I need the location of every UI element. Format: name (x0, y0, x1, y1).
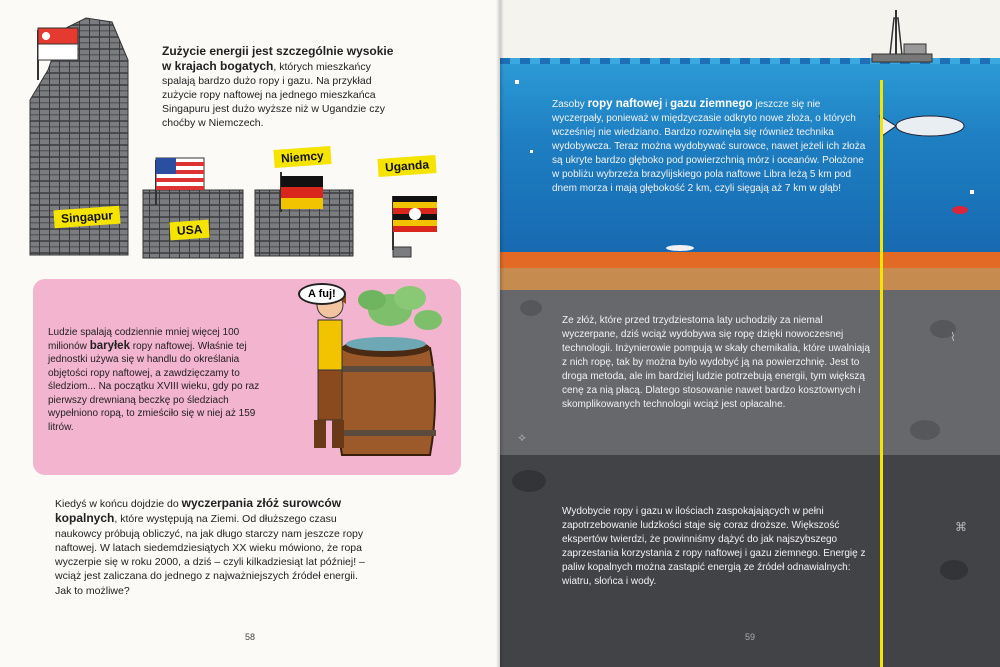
intro-bold: Zużycie energii jest szczególnie wysokie w krajach bogatych (162, 44, 394, 73)
bottom-text-before: Kiedyś w końcu dojdzie do (55, 498, 182, 510)
boulder (512, 470, 546, 492)
rp1-t1: Zasoby (552, 99, 588, 110)
right-page (500, 0, 1000, 667)
right-paragraph-2: Ze złóż, które przed trzydziestoma laty uchodziły za niemal wyczerpane, dziś wciąż wydobywa się ropę dzięki nowoczesnej technologii. Inżynierowie pompują w skały chemikalia, które uwalniają z nich ropę, tak by można było wydobyć ją na powierzchnię. Jest to droga metoda, ale im bardziej ludzie potrzebują energii, tym większą cenę za nią płacą. Dlatego stosowanie nawet bardzo kosztownych i skomplikowanych technologii wciąż jest opłacalne. (562, 315, 870, 410)
label-usa: USA (169, 220, 210, 241)
label-niemcy: Niemcy (273, 146, 331, 168)
bottom-paragraph (55, 496, 375, 598)
fossil-icon: ⌘ (955, 520, 967, 534)
bottom-bold: wyczerpania złóż surowców kopalnych (55, 496, 342, 526)
fossil-icon: ⌇ (950, 330, 956, 344)
page-number-right: 59 (745, 632, 756, 642)
pink-bold: baryłek (89, 339, 130, 352)
right-paragraph-3: Wydobycie ropy i gazu w ilościach zaspokajających w pełni zapotrzebowanie ludzkości staje się coraz droższe. Większość ekspertów twierdzi, że powinniśmy dążyć do jak najszybszego zaprzestania korzystania z ropy naftowej i gazu ziemnego. Energię z paliw kopalnych można zastąpić energią ze źródeł odnawialnych: wiatru, słońca i wody. (562, 506, 866, 587)
barrel-stacks-illustration (0, 0, 500, 280)
pink-box-text (48, 326, 280, 434)
speech-bubble: A fuj! (298, 283, 346, 305)
pink-text-before: Ludzie spalają codziennie mniej więcej 100 milionów (48, 327, 240, 352)
intro-text: , których mieszkańcy spalają bardzo dużo ropy i gazu. Na przykład zużycie ropy naftowej na jednego mieszkańca Singapuru jest dużo wyższe niż w Ugandzie czy choćby w Niemczech. (162, 61, 385, 129)
rp1-b1: ropy naftowej (587, 98, 663, 110)
bottom-text-after: , które występują na Ziemi. Od dłuższego czasu naukowcy próbują obliczyć, na jak długo starczy nam jeszcze ropy naftowej. W latach siedemdziesiątych XX wieku mówiono, że ropa wyczerpie się w roku 2000, a dziś – czyli kilkadziesiąt lat później! – wciąż jest zaliczana do jednego z najważniejszych źródeł energii. Jak to możliwe? (55, 513, 365, 597)
boulder (940, 560, 968, 580)
rp1-b2: gazu ziemnego (670, 98, 753, 110)
right-paragraph-1 (552, 97, 872, 196)
oil-drill-pipe (880, 80, 883, 667)
intro-paragraph (162, 44, 402, 130)
rp1-t2: i (662, 99, 671, 110)
label-uganda: Uganda (377, 155, 436, 177)
pink-text-after: ropy naftowej. Właśnie tej jednostki używa się w handlu do określania objętości ropy naftowej, a zawdzięczamy to śledziom... Na początku XVIII wieku, gdy po raz pierwszy drewnianą beczkę po śledziach wypełniono ropą, to zmieściło się w niej aż 159 litrów. (48, 340, 260, 433)
label-singapur: Singapur (53, 206, 120, 229)
page-number-left: 58 (245, 632, 256, 642)
book-gutter (496, 0, 504, 667)
boulder (910, 420, 940, 440)
sediment-layer (500, 268, 1000, 290)
rp1-t3: jeszcze się nie wyczerpały, ponieważ w międzyczasie odkryto nowe złoża, o których wcześniej nie wiedziano. Bardzo rozwinęła się również technika wydobywcza. Teraz można wydobywać surowce, nawet jeżeli ich złoża są ukryte bardzo głęboko pod powierzchnią mórz i oceanów. Położone w pobliżu wybrzeża brazylijskiego pola naftowe Libra leżą 5 km pod dnem morza i mają głębokość 2 km, czyli sięgają aż 7 km w głąb! (552, 99, 866, 194)
fossil-icon: ⟡ (518, 430, 526, 444)
boulder (520, 300, 542, 316)
